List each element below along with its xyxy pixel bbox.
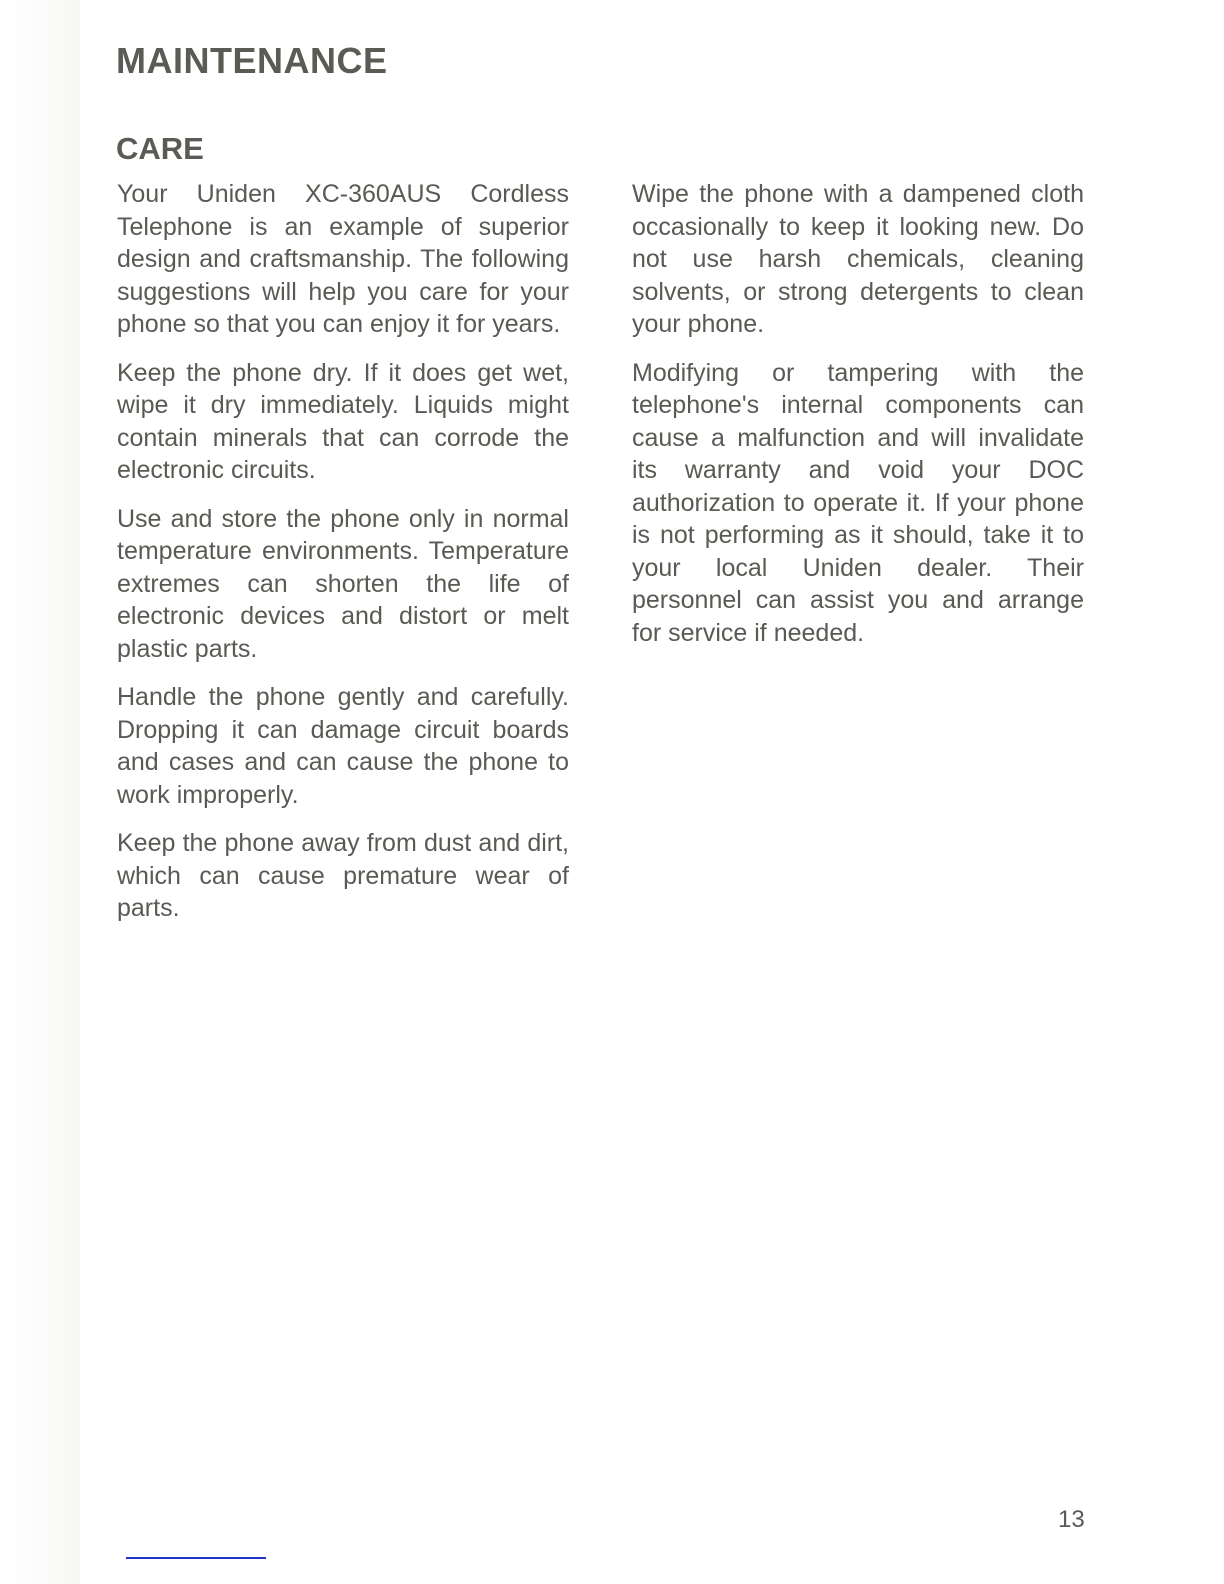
paragraph-temperature: Use and store the phone only in normal temperature environments. Temperature extremes can shorten the life of electronic devices and distort or melt plastic parts. xyxy=(117,504,569,663)
paragraph-tampering: Modifying or tampering with the telephone's internal components can cause a malfunction and will invalidate its warranty and void your DOC authorization to operate it. If your phone is not performing as it should, take it to your local Uniden dealer. Their personnel can assist you and arrange for service if needed. xyxy=(632,358,1084,647)
right-column xyxy=(632,178,1084,665)
section-title: MAINTENANCE xyxy=(116,40,388,81)
paragraph-keep-dry: Keep the phone dry. If it does get wet, wipe it dry immediately. Liquids might contain minerals that can corrode the electronic circuits. xyxy=(117,358,569,484)
paragraph-cleaning: Wipe the phone with a dampened cloth occasionally to keep it looking new. Do not use harsh chemicals, cleaning solvents, or strong detergents to clean your phone. xyxy=(632,180,1084,338)
page-number: 13 xyxy=(1058,1506,1085,1533)
subsection-title: CARE xyxy=(116,131,204,166)
footer-rule xyxy=(126,1557,266,1559)
paragraph-handle-gently: Handle the phone gently and carefully. Dropping it can damage circuit boards and cases and can cause the phone to work improperly. xyxy=(117,683,569,809)
paragraph-intro: Your Uniden XC-360AUS Cordless Telephone is an example of superior design and craftsmanship. The following suggestions will help you care for your phone so that you can enjoy it for years. xyxy=(117,180,569,338)
page-edge-shadow xyxy=(0,0,80,1584)
left-column xyxy=(117,178,569,941)
paragraph-dust-dirt: Keep the phone away from dust and dirt, which can cause premature wear of parts. xyxy=(117,829,569,922)
